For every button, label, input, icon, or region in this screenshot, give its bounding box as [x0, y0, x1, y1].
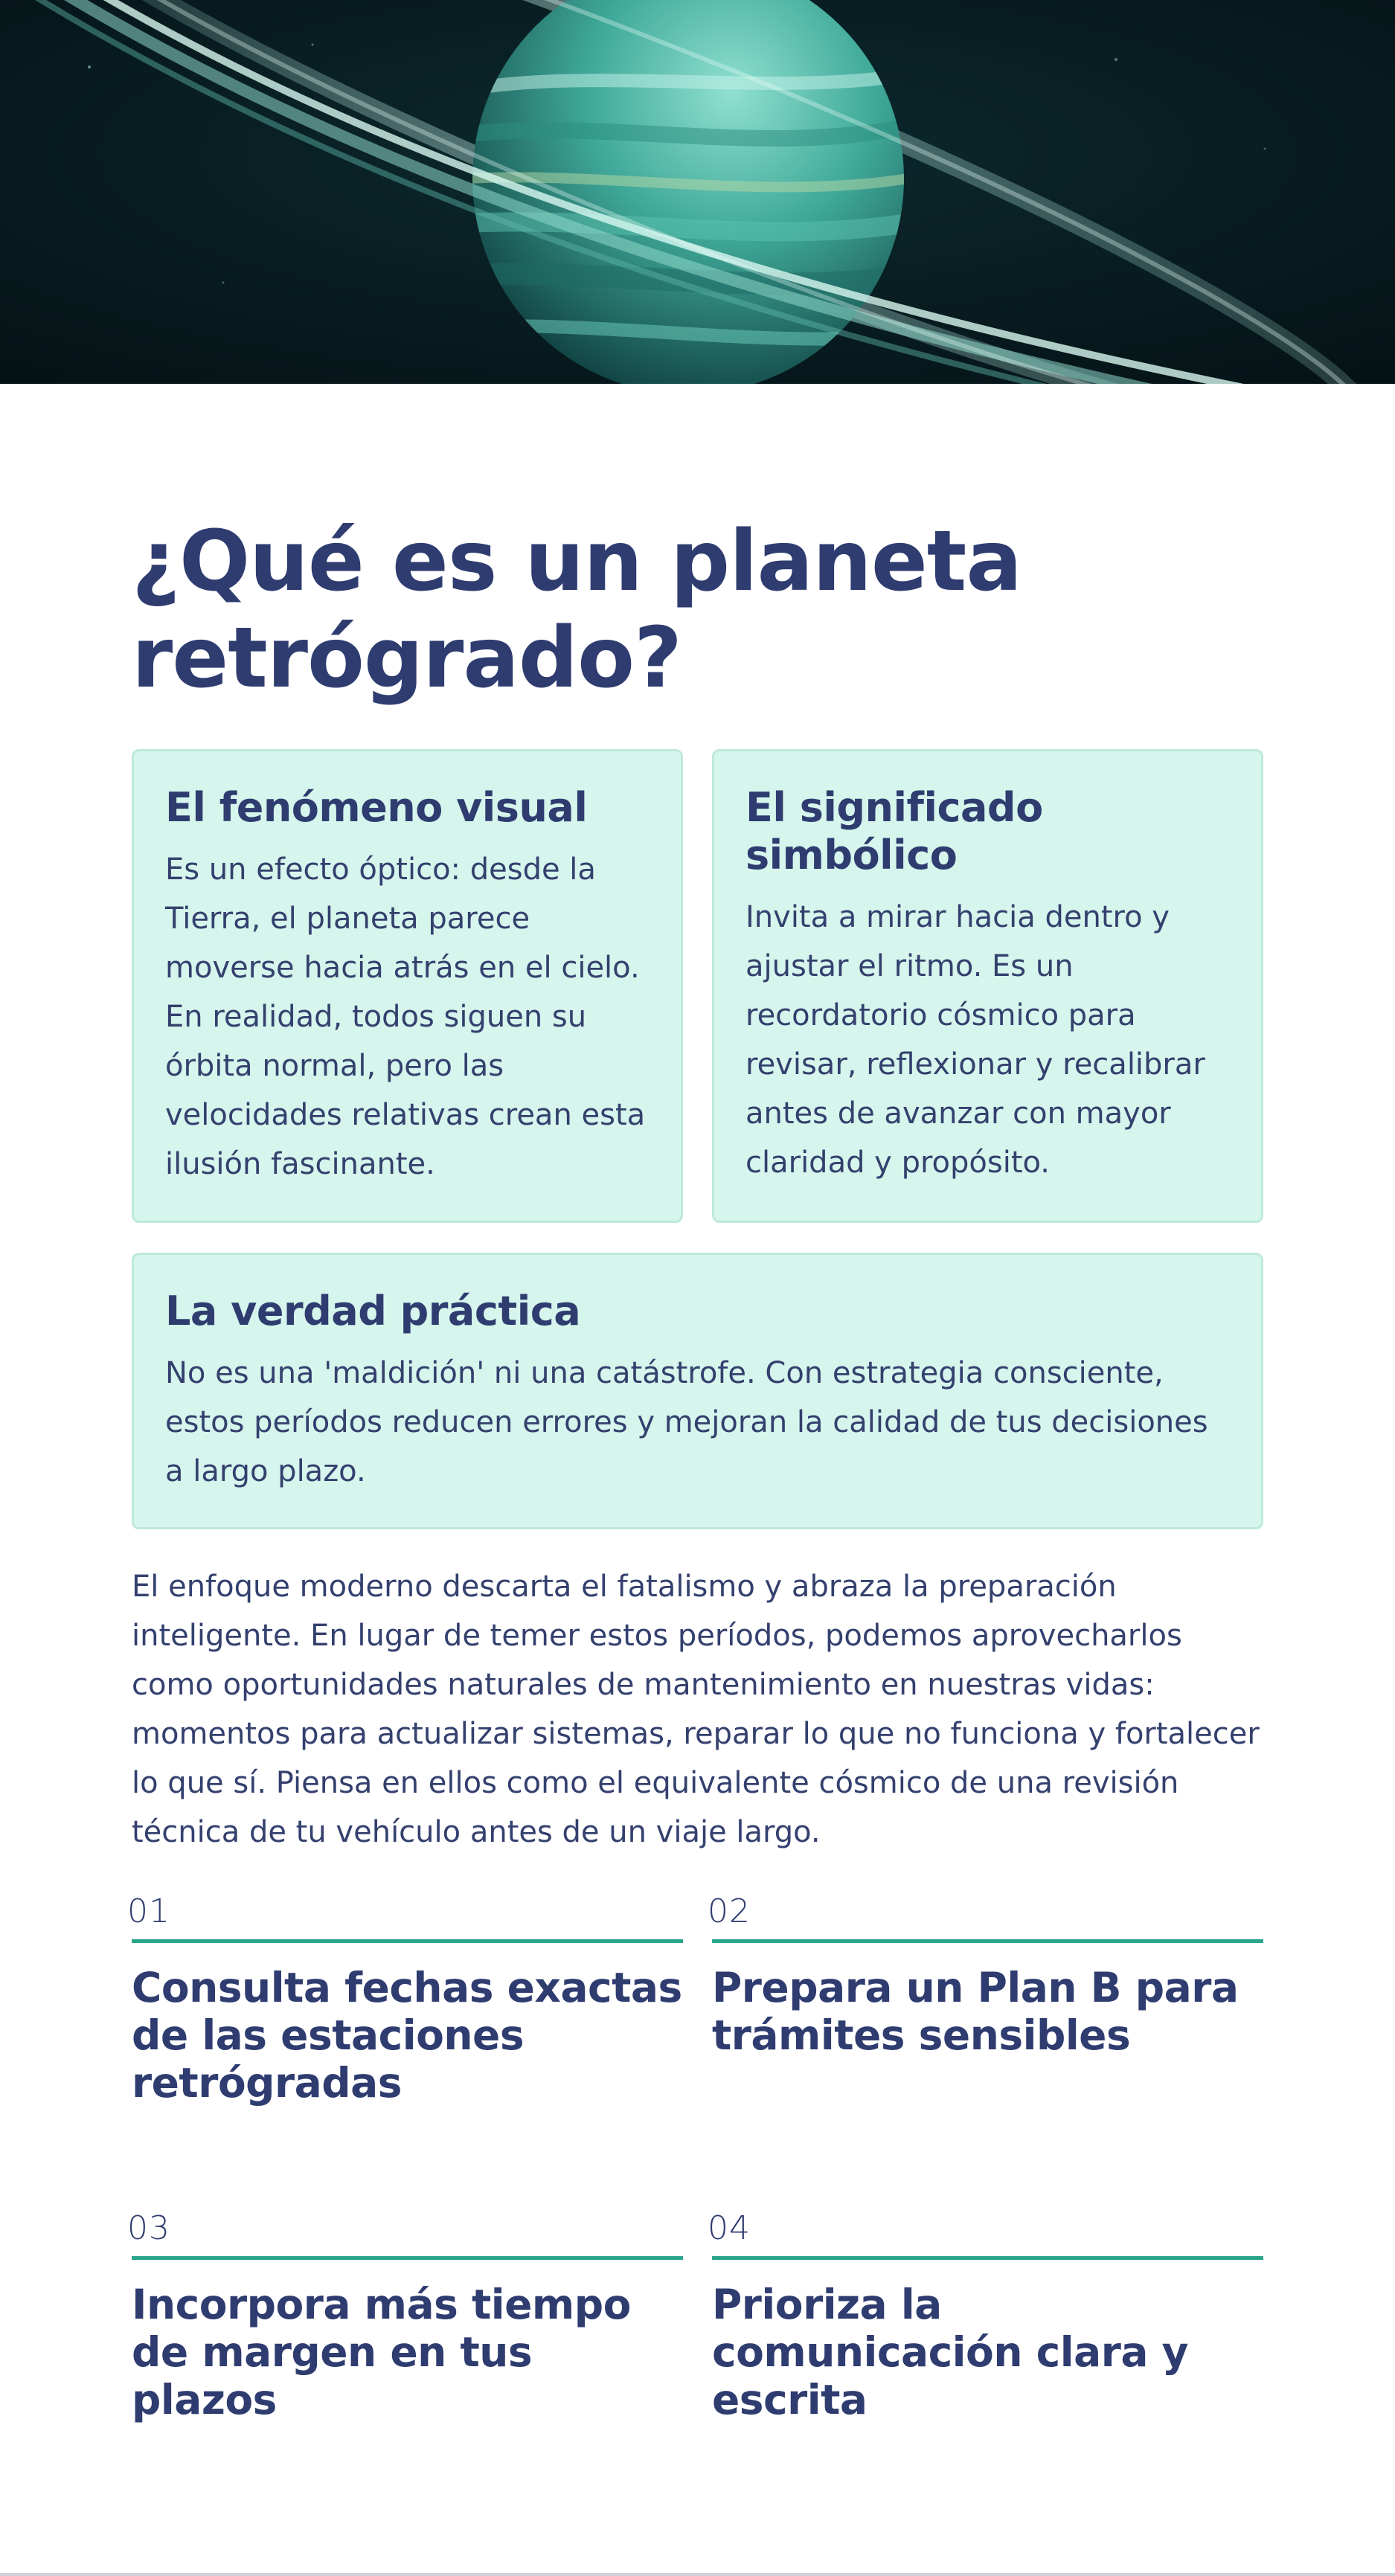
- intro-paragraph: El enfoque moderno descarta el fatalismo y abraza la preparación inteligente. En lugar de temer estos períodos, podemos aprovecharlos como oportunidades naturales de mantenimiento en nuestras vidas: momentos para actualizar sistemas, reparar lo que no funciona y fortalecer lo que sí. Piensa en ellos como el equivalente cósmico de una revisión técnica de tu vehículo antes de un viaje largo.: [132, 1570, 1260, 1849]
- card-practical-truth: [132, 1253, 1263, 1529]
- step-item: [708, 1892, 1263, 2059]
- step-number: 03: [127, 2209, 170, 2247]
- card-visual-phenomenon: [132, 749, 683, 1223]
- step-text: Consulta fechas exactas de las estaciones retrógradas: [132, 1964, 682, 2107]
- card-body: Invita a mirar hacia dentro y ajustar el ritmo. Es un recordatorio cósmico para revisar, reflexionar y recalibrar antes de avanzar con mayor claridad y propósito.: [745, 900, 1205, 1180]
- card-body: Es un efecto óptico: desde la Tierra, el planeta parece moverse hacia atrás en el cielo. En realidad, todos siguen su órbita normal, pero las velocidades relativas crean esta ilusión fascinante.: [165, 852, 646, 1181]
- step-number: 04: [708, 2209, 751, 2247]
- page-title: ¿Qué es un planeta retrógrado?: [132, 513, 1022, 707]
- card-body: No es una 'maldición' ni una catástrofe. Con estrategia consciente, estos períodos reducen errores y mejoran la calidad de tus decisiones a largo plazo.: [165, 1356, 1208, 1488]
- step-divider: [132, 2256, 683, 2260]
- card-heading: El significado simbólico: [745, 784, 1043, 879]
- step-item: [127, 2209, 683, 2424]
- step-divider: [132, 1939, 683, 1943]
- step-text: Prepara un Plan B para trámites sensibles: [712, 1964, 1239, 2059]
- step-divider: [712, 2256, 1263, 2260]
- hero-planet-image: [0, 0, 1395, 384]
- card-heading: La verdad práctica: [165, 1288, 581, 1334]
- step-number: 01: [127, 1892, 170, 1930]
- ringed-planet-icon: [0, 0, 1395, 384]
- step-number: 02: [708, 1892, 751, 1930]
- step-text: Incorpora más tiempo de margen en tus plazos: [132, 2281, 631, 2424]
- card-symbolic-meaning: [712, 749, 1263, 1223]
- page-bottom-border: [0, 2573, 1395, 2576]
- step-item: [708, 2209, 1263, 2424]
- step-item: [127, 1892, 683, 2107]
- step-text: Prioriza la comunicación clara y escrita: [712, 2281, 1188, 2424]
- step-divider: [712, 1939, 1263, 1943]
- card-heading: El fenómeno visual: [165, 784, 588, 831]
